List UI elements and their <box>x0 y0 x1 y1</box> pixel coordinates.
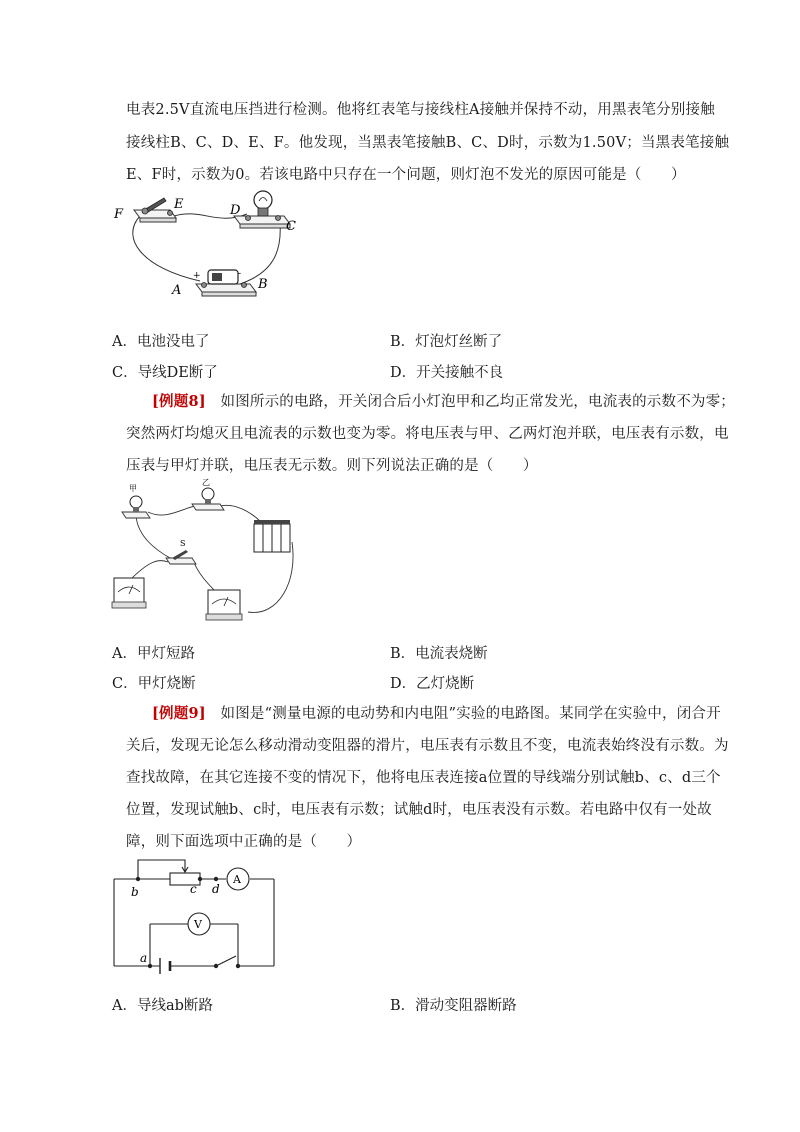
q8-option-c: C．甲灯烧断 <box>112 676 196 692</box>
q7-circuit-figure <box>112 188 312 298</box>
q7-option-c: C．导线DE断了 <box>112 365 218 381</box>
q9-circuit-diagram <box>108 852 278 972</box>
q8-line-1-text: 如图所示的电路，开关闭合后小灯泡甲和乙均正常发光，电流表的示数不为零； <box>205 394 736 410</box>
q7-label-C: C <box>286 219 296 234</box>
q7-label-A: A <box>172 283 182 298</box>
q8-tag: [例题8] <box>152 393 206 410</box>
ammeter-symbol: A <box>233 873 241 886</box>
q7-option-d: D．开关接触不良 <box>390 365 504 381</box>
q9-tag: [例题9] <box>152 705 206 722</box>
q8-label-jia: 甲 <box>129 484 137 493</box>
q7-line-2: 接线柱B、C、D、E、F。他发现，当黑表笔接触B、C、D时，示数为1.50V；当黑表笔接触 <box>126 135 730 151</box>
q9-option-b: B．滑动变阻器断路 <box>390 998 517 1014</box>
q9-line-3: 查找故障，在其它连接不变的情况下，他将电压表连接a位置的导线端分别试触b、c、d三个 <box>126 770 721 786</box>
q7-label-D: D <box>230 203 241 218</box>
q7-label-E: E <box>174 197 184 212</box>
q7-option-b: B．灯泡灯丝断了 <box>390 334 503 350</box>
q8-option-b: B．电流表烧断 <box>390 646 488 662</box>
q9-line-2: 关后，发现无论怎么移动滑动变阻器的滑片，电压表有示数且不变，电流表始终没有示数。为 <box>126 738 729 754</box>
q8-option-a: A．甲灯短路 <box>112 646 195 662</box>
q8-line-2: 突然两灯均熄灭且电流表的示数也变为零。将电压表与甲、乙两灯泡并联，电压表有示数，电 <box>126 426 729 442</box>
q7-option-a: A．电池没电了 <box>112 334 210 350</box>
q9-label-c: c <box>190 882 197 896</box>
q9-label-a: a <box>140 951 148 965</box>
q9-label-d: d <box>212 882 220 896</box>
q7-label-plus: + <box>193 271 201 281</box>
q7-label-F: F <box>114 207 124 222</box>
q7-line-1: 电表2.5V直流电压挡进行检测。他将红表笔与接线柱A接触并保持不动，用黑表笔分别接触 <box>126 102 715 118</box>
q7-label-minus: - <box>238 269 242 279</box>
q8-label-s: S <box>180 539 186 548</box>
q9-line-1 <box>152 702 721 723</box>
voltmeter-symbol: V <box>194 918 202 931</box>
q9-line-1-text: 如图是“测量电源的电动势和内电阻”实验的电路图。某同学在实验中，闭合开 <box>205 706 721 722</box>
q7-label-B: B <box>258 277 268 292</box>
q9-label-b: b <box>131 885 139 899</box>
q8-label-yi: 乙 <box>202 478 210 487</box>
q9-line-4: 位置，发现试触b、c时，电压表有示数；试触d时，电压表没有示数。若电路中仅有一处故 <box>126 802 712 818</box>
q8-circuit-figure <box>108 478 298 622</box>
q8-line-1 <box>152 390 735 411</box>
q9-line-5: 障，则下面选项中正确的是（ ） <box>126 834 362 850</box>
q9-option-a: A．导线ab断路 <box>112 998 213 1014</box>
q7-line-3: E、F时，示数为0。若该电路中只存在一个问题，则灯泡不发光的原因可能是（ ） <box>126 167 686 183</box>
q8-option-d: D．乙灯烧断 <box>390 676 475 692</box>
q8-line-3: 压表与甲灯并联，电压表无示数。则下列说法正确的是（ ） <box>126 458 538 474</box>
